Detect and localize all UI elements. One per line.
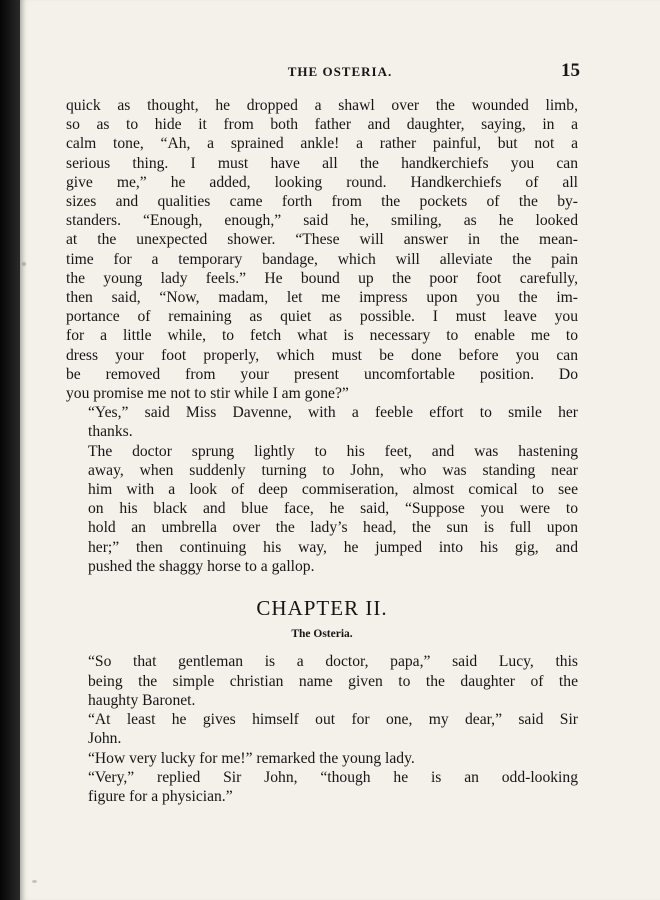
text-line: at the unexpected shower. “These will answer in the mean- — [66, 231, 578, 249]
paragraph — [66, 768, 578, 806]
paragraph — [66, 442, 578, 576]
text-line: on his black and blue face, he said, “Suppose you were to — [88, 500, 578, 518]
text-line: be removed from your present uncomfortable position. Do — [66, 365, 578, 383]
text-line: you promise me not to stir while I am gone?” — [66, 385, 349, 403]
text-line: serious thing. I must have all the handkerchiefs you can — [66, 154, 578, 172]
text-after-chapter — [66, 652, 578, 806]
paragraph — [66, 749, 578, 768]
paragraph — [66, 403, 578, 441]
text-line: portance of remaining as quiet as possible. I must leave you — [66, 308, 578, 326]
text-line: for a little while, to fetch what is necessary to enable me to — [66, 327, 578, 345]
book-spine-shadow — [0, 0, 20, 900]
text-line: the young lady feels.” He bound up the poor foot carefully, — [66, 269, 578, 287]
text-line: thanks. — [88, 423, 133, 441]
text-line: pushed the shaggy horse to a gallop. — [88, 557, 315, 575]
text-line: “At least he gives himself out for one, my dear,” said Sir — [88, 711, 578, 729]
text-line: her;” then continuing his way, he jumped into his gig, and — [88, 538, 578, 556]
text-line: figure for a physician.” — [88, 787, 233, 805]
paragraph — [66, 652, 578, 710]
text-line: being the simple christian name given to the daughter of the — [88, 672, 578, 690]
text-line: give me,” he added, looking round. Handkerchiefs of all — [66, 173, 578, 191]
text-line: away, when suddenly turning to John, who was standing near — [88, 461, 578, 479]
text-line: so as to hide it from both father and daughter, saying, in a — [66, 116, 578, 134]
page-header — [20, 60, 660, 84]
text-line: dress your foot properly, which must be done before you can — [66, 346, 578, 364]
text-line: “Yes,” said Miss Davenne, with a feeble effort to smile her — [88, 404, 578, 422]
text-line: “How very lucky for me!” remarked the young lady. — [88, 749, 415, 767]
chapter-subtitle: The Osteria. — [291, 628, 353, 641]
text-line: standers. “Enough, enough,” said he, smiling, as he looked — [66, 212, 578, 230]
text-line: “Very,” replied Sir John, “though he is an odd-looking — [88, 768, 578, 786]
text-line: John. — [88, 730, 122, 748]
text-line: The doctor sprung lightly to his feet, and was hastening — [88, 442, 578, 460]
text-line: haughty Baronet. — [88, 691, 196, 709]
paper-speck — [32, 880, 37, 883]
text-line: sizes and qualities came forth from the pockets of the by- — [66, 193, 578, 211]
paper-speck — [22, 262, 26, 266]
text-line: time for a temporary bandage, which will alleviate the pain — [66, 250, 578, 268]
text-before-chapter — [66, 96, 578, 576]
paragraph — [66, 710, 578, 748]
chapter-title: CHAPTER II. — [256, 596, 388, 621]
text-line: calm tone, “Ah, a sprained ankle! a rather painful, but not a — [66, 135, 578, 153]
text-line: then said, “Now, madam, let me impress upon you the im- — [66, 289, 578, 307]
book-page — [20, 0, 660, 900]
text-line: quick as thought, he dropped a shawl over the wounded limb, — [66, 97, 578, 114]
page-body — [66, 96, 578, 806]
page-number: 15 — [561, 60, 580, 81]
running-head: THE OSTERIA. — [287, 64, 393, 79]
text-line: him with a look of deep commiseration, almost comical to see — [88, 481, 578, 499]
text-line: hold an umbrella over the lady’s head, the sun is full upon — [88, 519, 578, 537]
text-line: “So that gentleman is a doctor, papa,” said Lucy, this — [88, 653, 578, 671]
paragraph — [66, 96, 578, 403]
